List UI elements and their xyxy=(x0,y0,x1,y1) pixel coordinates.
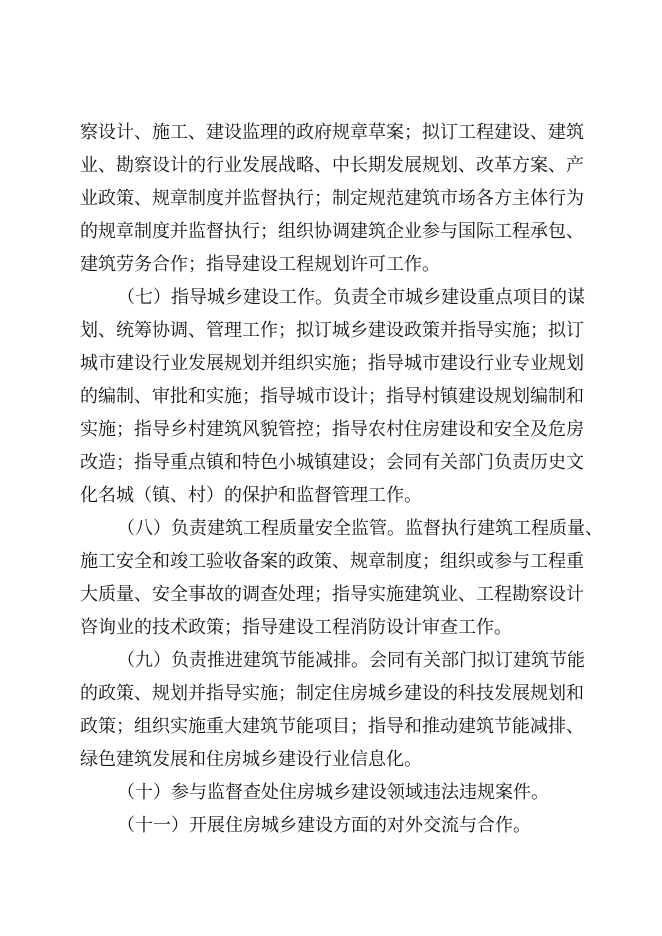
text-line: 化名城（镇、村）的保护和监督管理工作。 xyxy=(80,485,422,506)
paragraph-first-line: （八）负责建筑工程质量安全监管。监督执行建筑工程质量、 xyxy=(117,518,603,539)
text-line: 实施；指导乡村建筑风貌管控；指导农村住房建设和安全及危房 xyxy=(80,419,584,440)
text-line: 政策；组织实施重大建筑节能项目；指导和推动建筑节能减排、 xyxy=(80,716,584,737)
text-line: 建筑劳务合作；指导建设工程规划许可工作。 xyxy=(80,254,440,275)
text-line: 城市建设行业发展规划并组织实施；指导城市建设行业专业规划 xyxy=(80,353,584,374)
text-line: 咨询业的技术政策；指导建设工程消防设计审查工作。 xyxy=(80,617,512,638)
text-line: 业、勘察设计的行业发展战略、中长期发展规划、改革方案、产 xyxy=(80,155,584,176)
text-line: 的规章制度并监督执行；组织协调建筑企业参与国际工程承包、 xyxy=(80,221,584,242)
paragraph-first-line: （十一）开展住房城乡建设方面的对外交流与合作。 xyxy=(117,815,531,836)
text-line: 业政策、规章制度并监督执行；制定规范建筑市场各方主体行为 xyxy=(80,188,584,209)
text-line: 察设计、施工、建设监理的政府规章草案；拟订工程建设、建筑 xyxy=(80,122,584,143)
paragraph-first-line: （九）负责推进建筑节能减排。会同有关部门拟订建筑节能 xyxy=(117,650,585,671)
paragraph-first-line: （十）参与监督查处住房城乡建设领域违法违规案件。 xyxy=(117,782,549,803)
text-line: 划、统筹协调、管理工作；拟订城乡建设政策并指导实施；拟订 xyxy=(80,320,584,341)
text-line: 的政策、规划并指导实施；制定住房城乡建设的科技发展规划和 xyxy=(80,683,584,704)
text-line: 的编制、审批和实施；指导城市设计；指导村镇建设规划编制和 xyxy=(80,386,584,407)
text-line: 绿色建筑发展和住房城乡建设行业信息化。 xyxy=(80,749,422,770)
text-line: 施工安全和竣工验收备案的政策、规章制度；组织或参与工程重 xyxy=(80,551,584,572)
text-line: 改造；指导重点镇和特色小城镇建设；会同有关部门负责历史文 xyxy=(80,452,584,473)
text-line: 大质量、安全事故的调查处理；指导实施建筑业、工程勘察设计 xyxy=(80,584,584,605)
paragraph-first-line: （七）指导城乡建设工作。负责全市城乡建设重点项目的谋 xyxy=(117,287,585,308)
